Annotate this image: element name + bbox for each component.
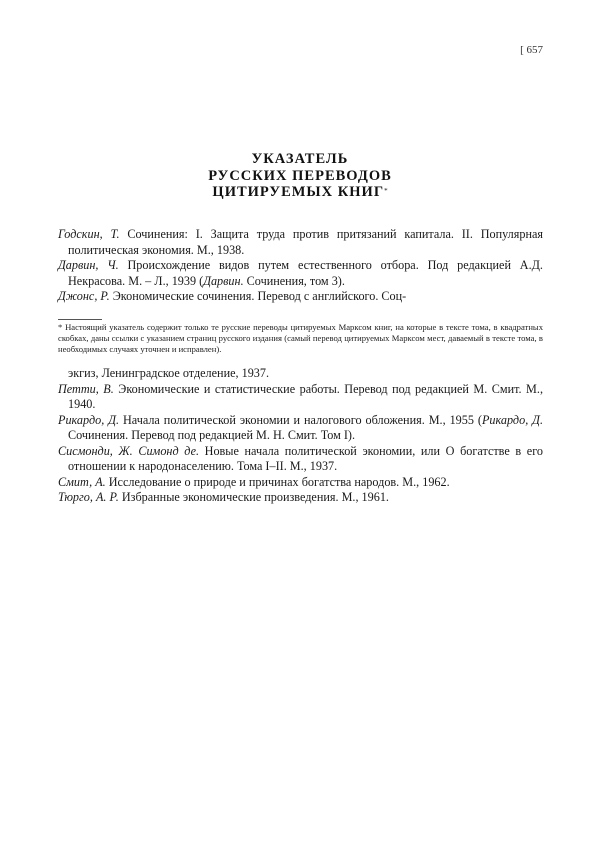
entry-author: Годскин, Т. [58,227,120,241]
entry-author: Петти, В. [58,381,114,396]
footnote-mark: * [384,187,388,195]
entry-author: Сисмонди, Ж. Симонд де. [58,443,200,458]
title-line-1: УКАЗАТЕЛЬ [251,151,349,167]
bibliography-list-bottom [58,366,543,506]
entry-author: Рикардо, Д. [58,412,120,427]
entry-author: Дарвин, Ч. [58,258,119,272]
entry-author: Тюрго, А. Р. [58,490,119,504]
bibliography-entry: Джонс, Р. Экономические сочинения. Перевод с английского. Соц- [58,289,407,303]
bibliography-entry: Годскин, Т. Сочинения: I. Защита труда против притязаний капитала. II. Популярная политическая экономия. М., 1938. [58,227,543,257]
bibliography-entry: Сисмонди, Ж. Симонд де. Новые начала политической экономии, или О богатстве в его отношении к народонаселению. Тома I–II. М., 1937. [58,443,543,473]
title-line-3: ЦИТИРУЕМЫХ КНИГ* [212,184,388,200]
page-title [0,151,600,201]
bibliography-entry: Петти, В. Экономические и статистические работы. Перевод под редакцией М. Смит. М., 1940. [58,381,543,411]
entry-author: Джонс, Р. [58,289,110,303]
page-number: [ 657 [520,44,543,56]
bibliography-entry: Смит, А. Исследование о природе и причинах богатства народов. М., 1962. [58,474,450,489]
bibliography-entry: Рикардо, Д. Начала политической экономии и налогового обложения. М., 1955 (Рикардо, Д. Сочинения. Перевод под редакцией М. Н. Смит. Том I). [58,412,543,442]
entry-continuation: экгиз, Ленинградское отделение, 1937. [68,366,270,380]
title-line-2: РУССКИХ ПЕРЕВОДОВ [208,167,392,184]
footnote: * Настоящий указатель содержит только те русские переводы цитируемых Марксом книг, на которые в тексте тома, в квадратных скобках, даны ссылки с указанием страниц русского издания (самый перевод цитируемых Марксом мест, даваемый в тексте тома, в необходимых случаях уточнен и исправлен). [58,322,543,354]
bibliography-list-top [58,227,543,305]
bibliography-entry: Тюрго, А. Р. Избранные экономические произведения. М., 1961. [58,490,389,504]
bibliography-entry: Дарвин, Ч. Происхождение видов путем естественного отбора. Под редакцией А.Д. Некрасова. М. – Л., 1939 (Дарвин. Сочинения, том 3). [58,258,543,288]
entry-author: Смит, А. [58,474,106,489]
footnote-divider [58,319,102,320]
